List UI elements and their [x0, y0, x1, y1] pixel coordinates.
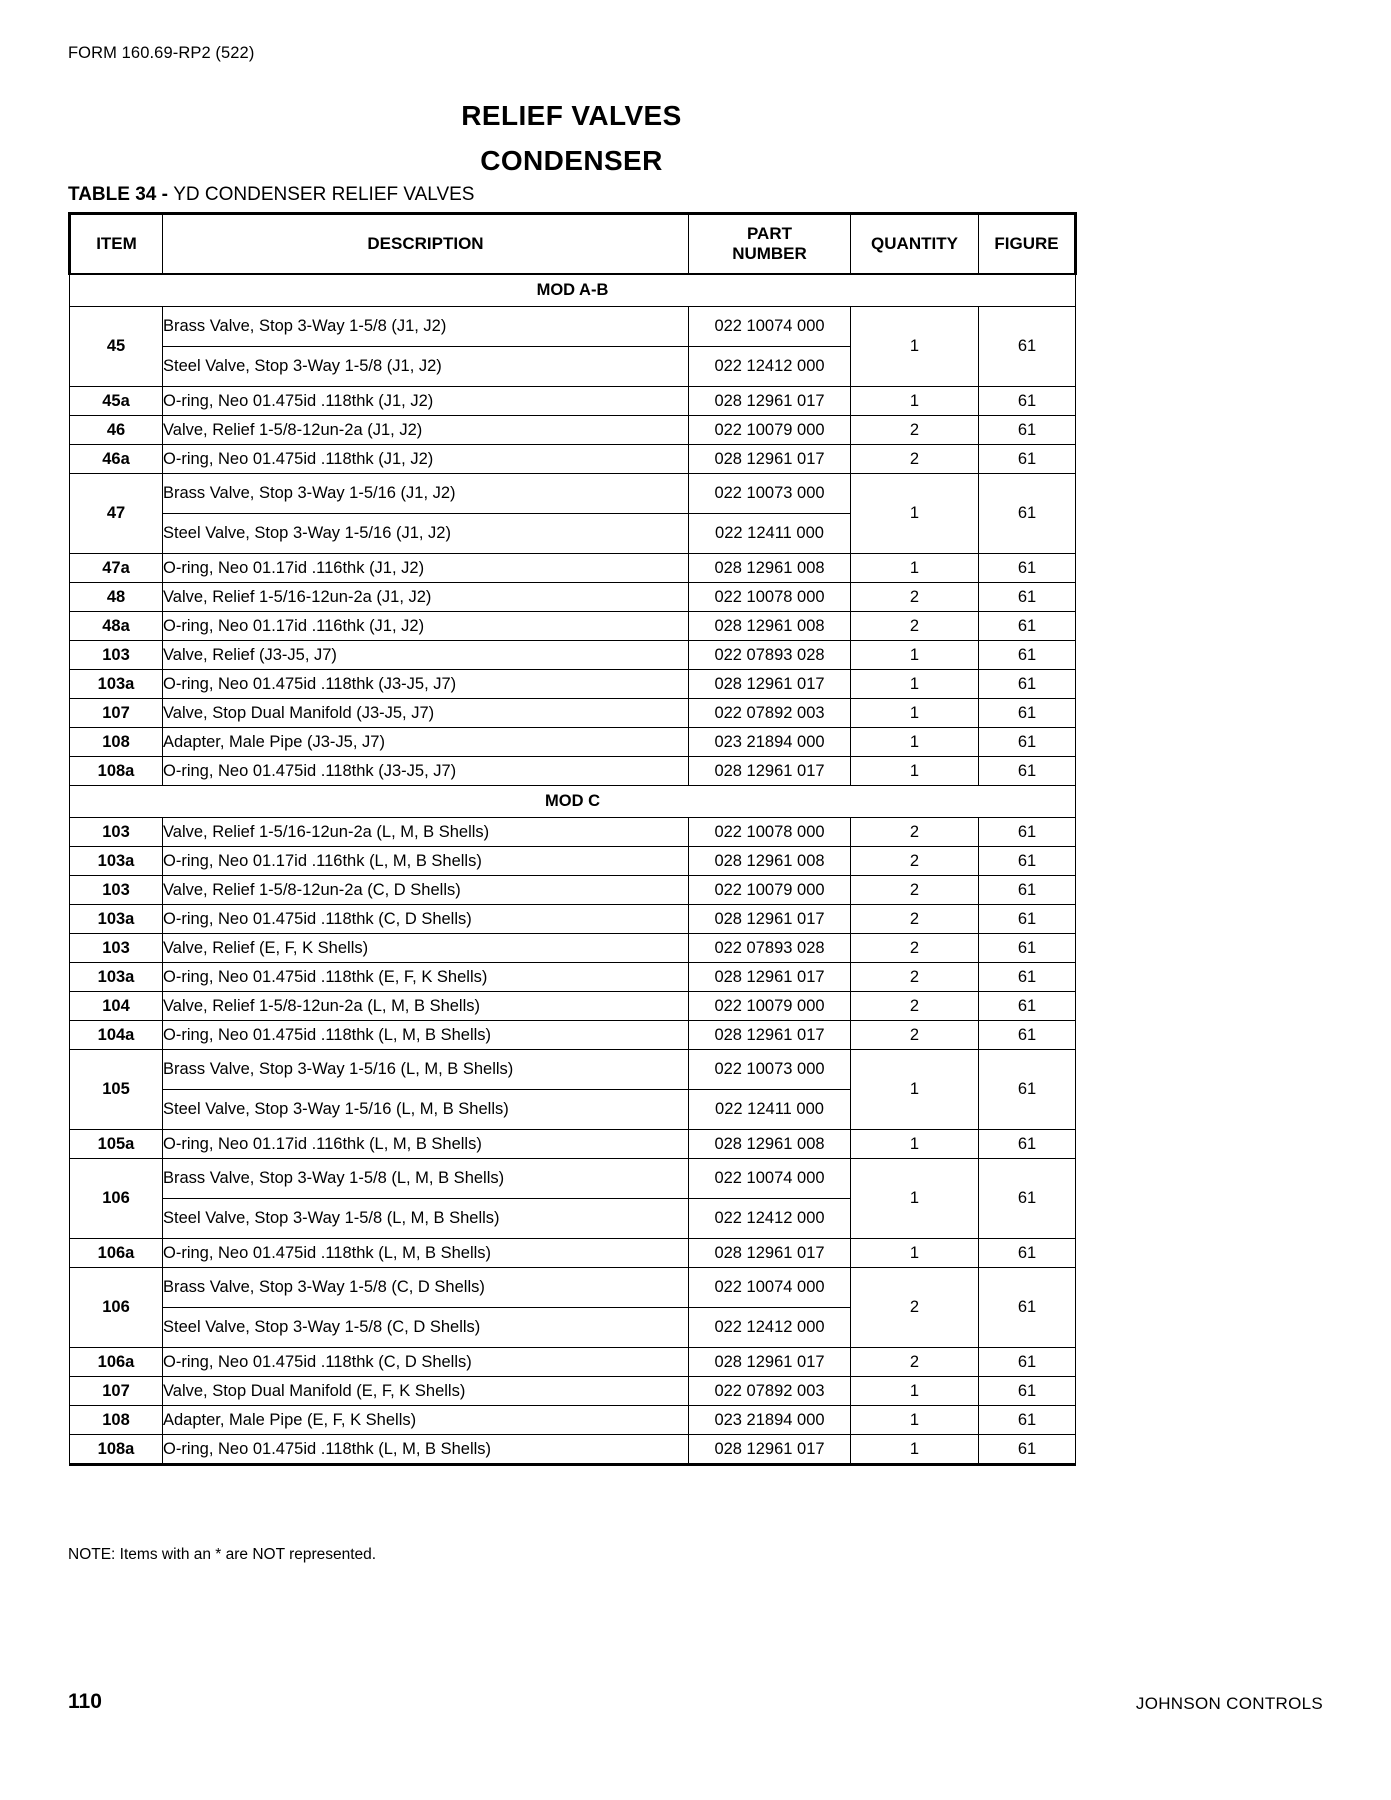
cell-quantity: 2 — [851, 1021, 979, 1050]
cell-quantity: 1 — [851, 699, 979, 728]
cell-quantity: 2 — [851, 905, 979, 934]
cell-quantity: 2 — [851, 876, 979, 905]
cell-figure: 61 — [979, 583, 1076, 612]
cell-quantity: 2 — [851, 963, 979, 992]
table-row — [70, 387, 1076, 416]
cell-figure: 61 — [979, 1406, 1076, 1435]
cell-description: O-ring, Neo 01.475id .118thk (E, F, K Shells) — [163, 963, 689, 992]
cell-description: Valve, Stop Dual Manifold (J3-J5, J7) — [163, 699, 689, 728]
cell-quantity: 1 — [851, 1130, 979, 1159]
cell-part-number: 022 10078 000 — [689, 583, 851, 612]
cell-item: 107 — [70, 699, 163, 728]
cell-description: O-ring, Neo 01.17id .116thk (L, M, B Shells) — [163, 1130, 689, 1159]
cell-item: 45 — [70, 307, 163, 387]
table-row — [70, 474, 1076, 514]
table-row — [70, 905, 1076, 934]
column-header-part-number — [689, 214, 851, 275]
cell-quantity: 2 — [851, 445, 979, 474]
cell-item: 107 — [70, 1377, 163, 1406]
table-row — [70, 992, 1076, 1021]
cell-quantity: 2 — [851, 1268, 979, 1348]
column-header-part-line1: PART — [746, 224, 792, 244]
cell-item: 108a — [70, 1435, 163, 1465]
cell-quantity: 1 — [851, 1435, 979, 1465]
cell-figure: 61 — [979, 670, 1076, 699]
cell-part-number: 022 10073 000 — [689, 474, 851, 514]
table-row — [70, 416, 1076, 445]
table-row — [70, 1239, 1076, 1268]
cell-part-number: 022 10079 000 — [689, 992, 851, 1021]
cell-quantity: 1 — [851, 307, 979, 387]
table-caption — [68, 184, 474, 206]
cell-figure: 61 — [979, 1377, 1076, 1406]
cell-quantity: 2 — [851, 847, 979, 876]
cell-description: Brass Valve, Stop 3-Way 1-5/16 (L, M, B Shells) — [163, 1050, 689, 1090]
cell-item: 48a — [70, 612, 163, 641]
table-row — [70, 1406, 1076, 1435]
column-header-description: DESCRIPTION — [163, 214, 689, 275]
cell-figure: 61 — [979, 818, 1076, 847]
cell-figure: 61 — [979, 699, 1076, 728]
cell-part-number: 022 12412 000 — [689, 1308, 851, 1348]
cell-part-number: 028 12961 017 — [689, 757, 851, 786]
table-row — [70, 641, 1076, 670]
cell-part-number: 022 12411 000 — [689, 1090, 851, 1130]
column-header-quantity: QUANTITY — [851, 214, 979, 275]
page-subtitle: CONDENSER — [480, 145, 663, 176]
cell-figure: 61 — [979, 847, 1076, 876]
cell-part-number: 028 12961 017 — [689, 905, 851, 934]
cell-description: Valve, Relief (J3-J5, J7) — [163, 641, 689, 670]
table-row — [70, 1348, 1076, 1377]
cell-description: O-ring, Neo 01.17id .116thk (J1, J2) — [163, 612, 689, 641]
table-row — [70, 1268, 1076, 1308]
cell-item: 103 — [70, 934, 163, 963]
table-caption-text: YD CONDENSER RELIEF VALVES — [173, 184, 475, 205]
cell-quantity: 2 — [851, 992, 979, 1021]
cell-part-number: 022 07893 028 — [689, 934, 851, 963]
cell-quantity: 1 — [851, 474, 979, 554]
cell-description: Brass Valve, Stop 3-Way 1-5/8 (L, M, B Shells) — [163, 1159, 689, 1199]
cell-figure: 61 — [979, 445, 1076, 474]
cell-description: Steel Valve, Stop 3-Way 1-5/16 (J1, J2) — [163, 514, 689, 554]
table-row — [70, 1377, 1076, 1406]
table-row — [70, 583, 1076, 612]
cell-item: 103 — [70, 641, 163, 670]
cell-description: O-ring, Neo 01.475id .118thk (L, M, B Shells) — [163, 1239, 689, 1268]
cell-item: 103a — [70, 670, 163, 699]
cell-figure: 61 — [979, 641, 1076, 670]
page-title: RELIEF VALVES — [461, 100, 682, 131]
cell-figure: 61 — [979, 474, 1076, 554]
table-row — [70, 1435, 1076, 1465]
cell-figure: 61 — [979, 1130, 1076, 1159]
cell-figure: 61 — [979, 905, 1076, 934]
cell-description: Valve, Relief (E, F, K Shells) — [163, 934, 689, 963]
cell-description: Adapter, Male Pipe (J3-J5, J7) — [163, 728, 689, 757]
cell-description: O-ring, Neo 01.475id .118thk (J3-J5, J7) — [163, 757, 689, 786]
cell-item: 103 — [70, 818, 163, 847]
column-header-item: ITEM — [70, 214, 163, 275]
cell-description: Steel Valve, Stop 3-Way 1-5/8 (L, M, B Shells) — [163, 1199, 689, 1239]
cell-figure: 61 — [979, 934, 1076, 963]
cell-part-number: 028 12961 017 — [689, 963, 851, 992]
cell-part-number: 028 12961 008 — [689, 1130, 851, 1159]
cell-figure: 61 — [979, 416, 1076, 445]
cell-part-number: 022 07892 003 — [689, 1377, 851, 1406]
table-row — [70, 934, 1076, 963]
cell-quantity: 1 — [851, 1377, 979, 1406]
cell-item: 105a — [70, 1130, 163, 1159]
cell-part-number: 022 07892 003 — [689, 699, 851, 728]
cell-description: O-ring, Neo 01.475id .118thk (J1, J2) — [163, 387, 689, 416]
cell-quantity: 1 — [851, 1159, 979, 1239]
cell-figure: 61 — [979, 1268, 1076, 1348]
cell-item: 48 — [70, 583, 163, 612]
cell-description: O-ring, Neo 01.475id .118thk (C, D Shells) — [163, 905, 689, 934]
cell-item: 103 — [70, 876, 163, 905]
cell-description: Steel Valve, Stop 3-Way 1-5/8 (C, D Shells) — [163, 1308, 689, 1348]
cell-part-number: 028 12961 008 — [689, 554, 851, 583]
cell-quantity: 1 — [851, 1239, 979, 1268]
column-header-part-line2: NUMBER — [732, 244, 807, 263]
form-code: FORM 160.69-RP2 (522) — [68, 44, 255, 62]
cell-part-number: 028 12961 017 — [689, 1348, 851, 1377]
cell-part-number: 028 12961 017 — [689, 1021, 851, 1050]
section-title: MOD C — [70, 786, 1076, 818]
table-row — [70, 670, 1076, 699]
table-row — [70, 728, 1076, 757]
cell-figure: 61 — [979, 554, 1076, 583]
parts-table — [68, 212, 1077, 1466]
cell-description: Steel Valve, Stop 3-Way 1-5/8 (J1, J2) — [163, 347, 689, 387]
cell-description: Brass Valve, Stop 3-Way 1-5/8 (J1, J2) — [163, 307, 689, 347]
cell-quantity: 2 — [851, 416, 979, 445]
table-section-row — [70, 274, 1076, 307]
cell-part-number: 022 10079 000 — [689, 416, 851, 445]
cell-part-number: 028 12961 008 — [689, 847, 851, 876]
cell-item: 45a — [70, 387, 163, 416]
section-title: MOD A-B — [70, 274, 1076, 307]
cell-figure: 61 — [979, 612, 1076, 641]
cell-figure: 61 — [979, 307, 1076, 387]
cell-item: 106 — [70, 1268, 163, 1348]
cell-quantity: 2 — [851, 612, 979, 641]
cell-figure: 61 — [979, 1348, 1076, 1377]
cell-quantity: 2 — [851, 583, 979, 612]
cell-figure: 61 — [979, 1050, 1076, 1130]
table-section-row — [70, 786, 1076, 818]
cell-item: 46 — [70, 416, 163, 445]
column-header-figure: FIGURE — [979, 214, 1076, 275]
table-row — [70, 963, 1076, 992]
cell-part-number: 028 12961 017 — [689, 387, 851, 416]
table-row — [70, 1021, 1076, 1050]
cell-description: Adapter, Male Pipe (E, F, K Shells) — [163, 1406, 689, 1435]
cell-quantity: 1 — [851, 757, 979, 786]
table-row — [70, 612, 1076, 641]
cell-description: O-ring, Neo 01.475id .118thk (L, M, B Shells) — [163, 1435, 689, 1465]
table-row — [70, 1159, 1076, 1199]
table-row — [70, 757, 1076, 786]
cell-description: O-ring, Neo 01.475id .118thk (L, M, B Shells) — [163, 1021, 689, 1050]
cell-part-number: 022 10074 000 — [689, 1159, 851, 1199]
cell-description: Steel Valve, Stop 3-Way 1-5/16 (L, M, B Shells) — [163, 1090, 689, 1130]
cell-item: 103a — [70, 905, 163, 934]
cell-item: 108 — [70, 1406, 163, 1435]
table-row — [70, 818, 1076, 847]
cell-description: Valve, Relief 1-5/8-12un-2a (C, D Shells) — [163, 876, 689, 905]
cell-part-number: 028 12961 017 — [689, 1239, 851, 1268]
cell-description: O-ring, Neo 01.475id .118thk (C, D Shells) — [163, 1348, 689, 1377]
cell-item: 105 — [70, 1050, 163, 1130]
cell-description: O-ring, Neo 01.475id .118thk (J3-J5, J7) — [163, 670, 689, 699]
cell-part-number: 022 10074 000 — [689, 1268, 851, 1308]
cell-quantity: 1 — [851, 1406, 979, 1435]
cell-description: Valve, Stop Dual Manifold (E, F, K Shells) — [163, 1377, 689, 1406]
cell-description: O-ring, Neo 01.475id .118thk (J1, J2) — [163, 445, 689, 474]
cell-part-number: 022 12411 000 — [689, 514, 851, 554]
cell-part-number: 022 10078 000 — [689, 818, 851, 847]
cell-part-number: 028 12961 017 — [689, 445, 851, 474]
cell-quantity: 1 — [851, 670, 979, 699]
cell-figure: 61 — [979, 876, 1076, 905]
cell-part-number: 022 10073 000 — [689, 1050, 851, 1090]
cell-description: Valve, Relief 1-5/8-12un-2a (L, M, B Shells) — [163, 992, 689, 1021]
cell-figure: 61 — [979, 387, 1076, 416]
cell-quantity: 1 — [851, 641, 979, 670]
cell-figure: 61 — [979, 757, 1076, 786]
cell-description: O-ring, Neo 01.17id .116thk (L, M, B Shells) — [163, 847, 689, 876]
cell-item: 106a — [70, 1239, 163, 1268]
cell-part-number: 022 07893 028 — [689, 641, 851, 670]
cell-item: 47 — [70, 474, 163, 554]
table-row — [70, 307, 1076, 347]
cell-item: 103a — [70, 847, 163, 876]
cell-quantity: 1 — [851, 1050, 979, 1130]
table-row — [70, 1050, 1076, 1090]
cell-part-number: 022 12412 000 — [689, 1199, 851, 1239]
cell-item: 104 — [70, 992, 163, 1021]
cell-description: Brass Valve, Stop 3-Way 1-5/8 (C, D Shells) — [163, 1268, 689, 1308]
cell-description: Valve, Relief 1-5/8-12un-2a (J1, J2) — [163, 416, 689, 445]
cell-description: Brass Valve, Stop 3-Way 1-5/16 (J1, J2) — [163, 474, 689, 514]
cell-item: 106a — [70, 1348, 163, 1377]
table-row — [70, 699, 1076, 728]
cell-figure: 61 — [979, 992, 1076, 1021]
cell-quantity: 2 — [851, 934, 979, 963]
cell-quantity: 1 — [851, 728, 979, 757]
cell-part-number: 028 12961 017 — [689, 1435, 851, 1465]
cell-part-number: 028 12961 008 — [689, 612, 851, 641]
table-header — [70, 214, 1076, 275]
cell-part-number: 023 21894 000 — [689, 1406, 851, 1435]
table-note: NOTE: Items with an * are NOT represented. — [68, 1546, 377, 1563]
cell-figure: 61 — [979, 1435, 1076, 1465]
cell-part-number: 028 12961 017 — [689, 670, 851, 699]
cell-part-number: 023 21894 000 — [689, 728, 851, 757]
cell-figure: 61 — [979, 1021, 1076, 1050]
table-row — [70, 1130, 1076, 1159]
table-caption-label: TABLE 34 - — [68, 184, 174, 205]
cell-part-number: 022 12412 000 — [689, 347, 851, 387]
table-row — [70, 847, 1076, 876]
cell-item: 46a — [70, 445, 163, 474]
cell-description: Valve, Relief 1-5/16-12un-2a (L, M, B Shells) — [163, 818, 689, 847]
cell-part-number: 022 10074 000 — [689, 307, 851, 347]
cell-item: 106 — [70, 1159, 163, 1239]
table-row — [70, 876, 1076, 905]
footer-brand: JOHNSON CONTROLS — [1135, 1694, 1323, 1713]
table-row — [70, 554, 1076, 583]
cell-item: 108 — [70, 728, 163, 757]
table-body — [70, 274, 1076, 1465]
cell-item: 103a — [70, 963, 163, 992]
cell-part-number: 022 10079 000 — [689, 876, 851, 905]
cell-item: 47a — [70, 554, 163, 583]
cell-figure: 61 — [979, 1239, 1076, 1268]
cell-item: 104a — [70, 1021, 163, 1050]
cell-figure: 61 — [979, 1159, 1076, 1239]
cell-quantity: 1 — [851, 387, 979, 416]
table-row — [70, 445, 1076, 474]
cell-description: O-ring, Neo 01.17id .116thk (J1, J2) — [163, 554, 689, 583]
cell-figure: 61 — [979, 728, 1076, 757]
footer-page-number: 110 — [68, 1690, 102, 1713]
cell-quantity: 1 — [851, 554, 979, 583]
cell-figure: 61 — [979, 963, 1076, 992]
cell-description: Valve, Relief 1-5/16-12un-2a (J1, J2) — [163, 583, 689, 612]
cell-quantity: 2 — [851, 1348, 979, 1377]
cell-item: 108a — [70, 757, 163, 786]
cell-quantity: 2 — [851, 818, 979, 847]
